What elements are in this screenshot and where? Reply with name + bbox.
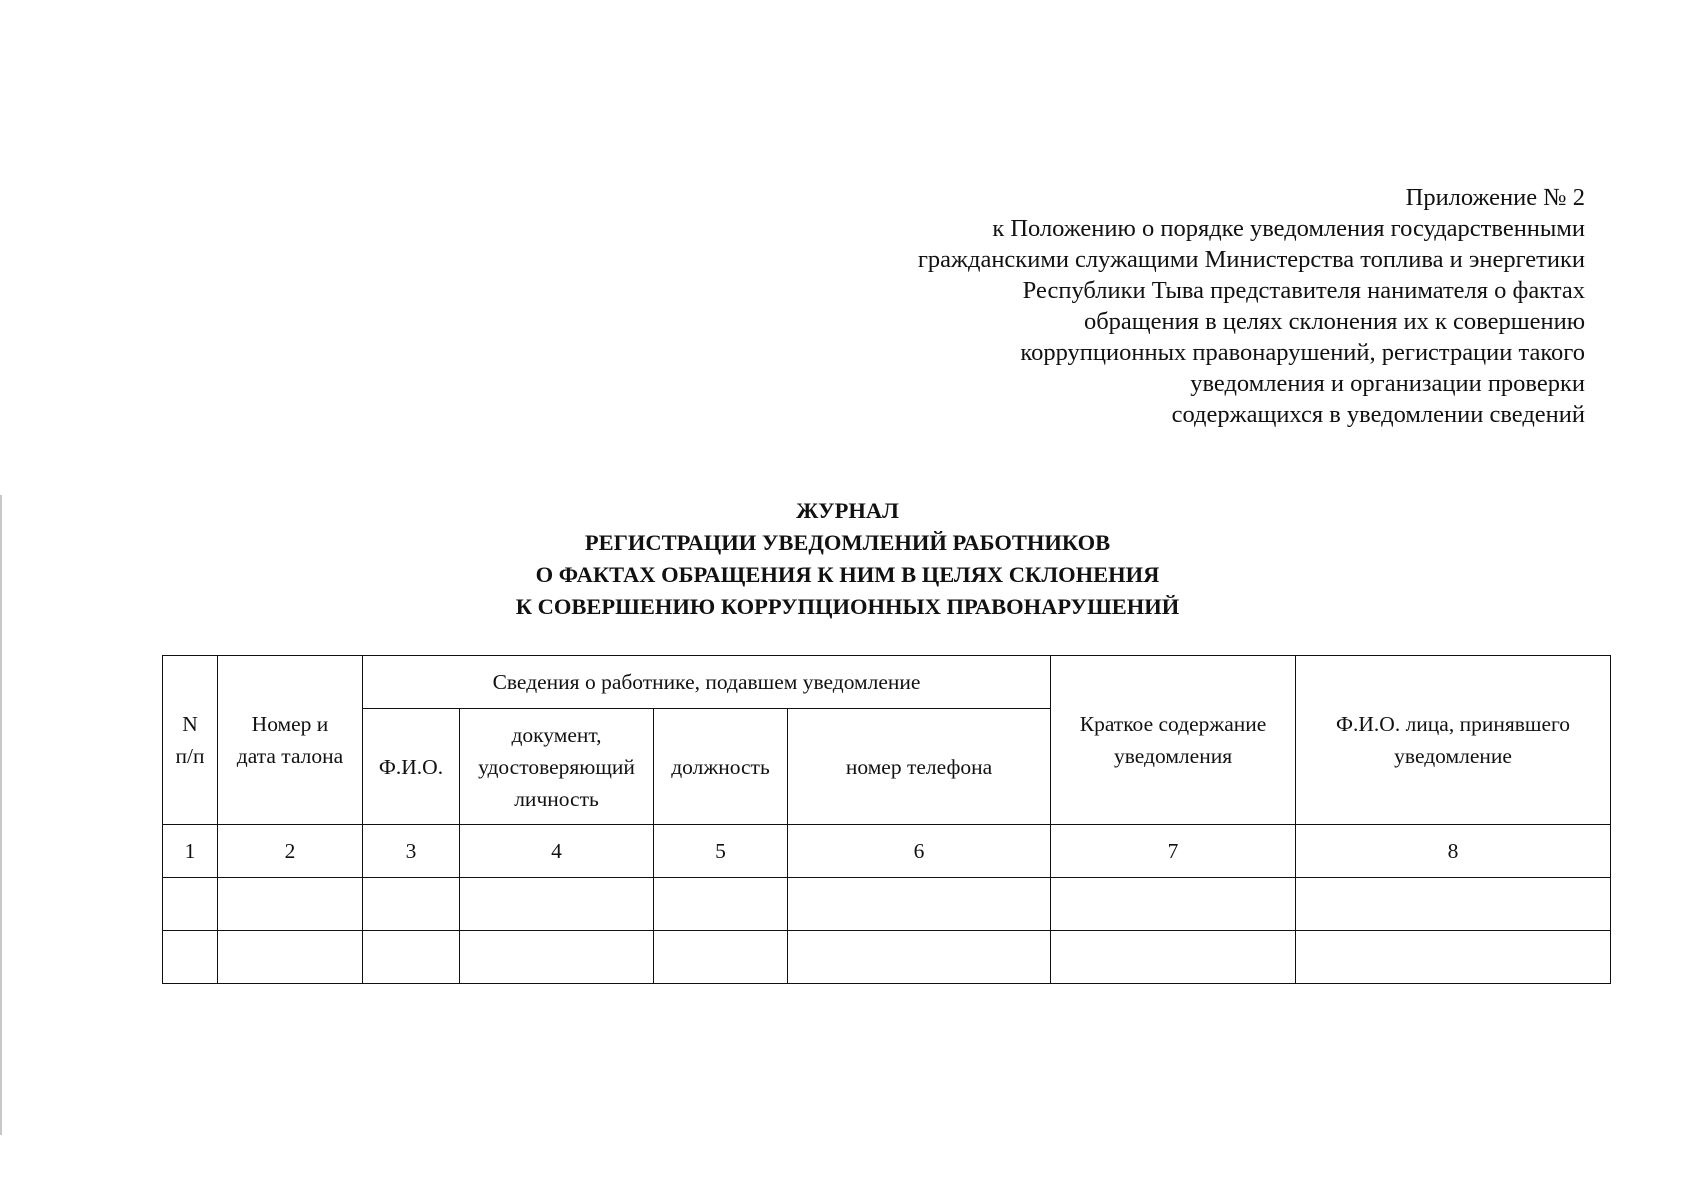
table-cell — [218, 878, 363, 931]
appendix-line: Приложение № 2 — [1405, 184, 1585, 211]
table-cell — [788, 878, 1051, 931]
column-number: 3 — [363, 825, 460, 878]
header-employee-group: Сведения о работнике, подавшем уведомление — [363, 656, 1051, 709]
table-cell — [654, 878, 788, 931]
header-document-line: удостоверяющий — [478, 754, 635, 779]
table-row — [163, 931, 1611, 984]
appendix-line: к Положению о порядке уведомления государственными — [992, 215, 1585, 242]
header-summary — [1051, 656, 1296, 825]
appendix-line: содержащихся в уведомлении сведений — [1171, 401, 1585, 428]
header-summary-line: Краткое содержание — [1079, 712, 1267, 736]
table-cell — [788, 931, 1051, 984]
journal-table — [162, 655, 1611, 984]
appendix-line: уведомления и организации проверки — [1190, 370, 1585, 397]
column-number: 5 — [654, 825, 788, 878]
header-position: должность — [654, 709, 788, 825]
header-ticket — [218, 656, 363, 825]
table-cell — [218, 931, 363, 984]
appendix-line: обращения в целях склонения их к совершению — [1083, 308, 1585, 335]
table-cell — [460, 878, 654, 931]
header-receiver — [1296, 656, 1611, 825]
table-cell — [1051, 931, 1296, 984]
header-document — [460, 709, 654, 825]
title-line: РЕГИСТРАЦИИ УВЕДОМЛЕНИЙ РАБОТНИКОВ — [584, 530, 1111, 555]
table-cell — [363, 878, 460, 931]
header-receiver-line: Ф.И.О. лица, принявшего — [1336, 712, 1571, 736]
header-num-line: п/п — [175, 744, 205, 768]
table-cell — [1051, 878, 1296, 931]
header-row-top — [163, 656, 1611, 709]
header-receiver-line: уведомление — [1394, 744, 1512, 768]
title-line: О ФАКТАХ ОБРАЩЕНИЯ К НИМ В ЦЕЛЯХ СКЛОНЕНИЯ — [535, 562, 1160, 587]
table-cell — [654, 931, 788, 984]
header-ticket-line: дата талона — [236, 744, 344, 768]
header-ticket-line: Номер и — [251, 712, 329, 736]
column-number: 7 — [1051, 825, 1296, 878]
table-cell — [163, 878, 218, 931]
column-number: 1 — [163, 825, 218, 878]
header-fio: Ф.И.О. — [363, 709, 460, 825]
header-num — [163, 656, 218, 825]
table-cell — [1296, 878, 1611, 931]
header-document-line: документ, — [511, 722, 602, 747]
table-cell — [1296, 931, 1611, 984]
title-line: К СОВЕРШЕНИЮ КОРРУПЦИОННЫХ ПРАВОНАРУШЕНИЙ — [515, 594, 1180, 619]
table-row — [163, 878, 1611, 931]
column-number: 8 — [1296, 825, 1611, 878]
column-number: 6 — [788, 825, 1051, 878]
column-number-row — [163, 825, 1611, 878]
column-number: 4 — [460, 825, 654, 878]
header-document-line: личность — [514, 786, 599, 811]
title-line: ЖУРНАЛ — [796, 498, 899, 523]
appendix-line: коррупционных правонарушений, регистрации такого — [1020, 339, 1585, 366]
header-phone: номер телефона — [788, 709, 1051, 825]
appendix-line: Республики Тыва представителя нанимателя о фактах — [1022, 277, 1585, 304]
appendix-header — [685, 182, 1585, 430]
table-cell — [363, 931, 460, 984]
appendix-line: гражданскими служащими Министерства топлива и энергетики — [917, 246, 1585, 273]
table-cell — [163, 931, 218, 984]
header-summary-line: уведомления — [1114, 744, 1233, 768]
table-cell — [460, 931, 654, 984]
document-title — [0, 495, 1695, 623]
column-number: 2 — [218, 825, 363, 878]
header-num-line: N — [182, 712, 198, 736]
